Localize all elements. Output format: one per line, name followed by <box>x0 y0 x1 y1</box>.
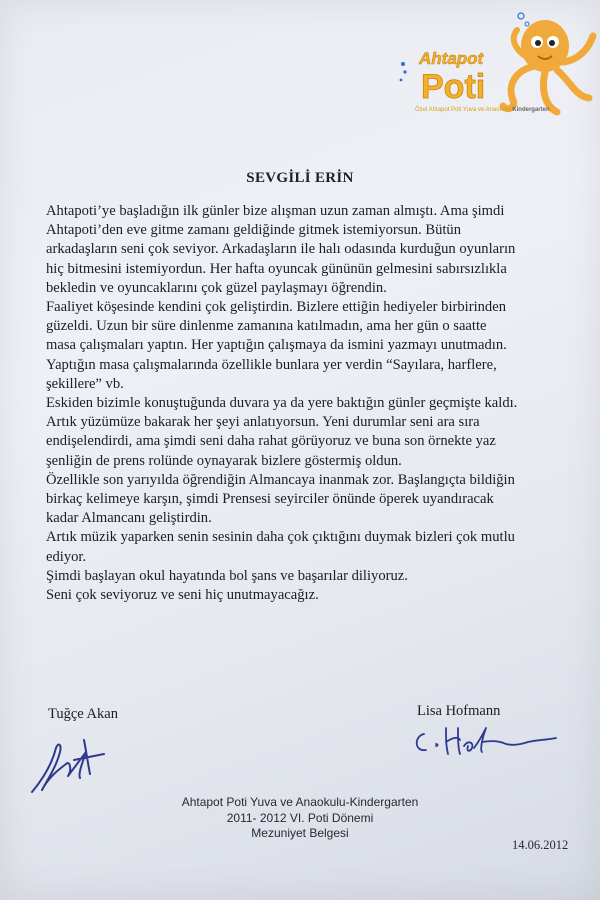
signature-right-scribble <box>410 722 560 762</box>
letter-line: masa çalışmaları yaptın. Her yaptığın çalışmaya da ismini yazmayı unutmadın. <box>46 337 507 354</box>
footer-school-name: Ahtapot Poti Yuva ve Anaokulu-Kindergarten <box>181 795 419 809</box>
letter-line: Özellikle son yarıyılda öğrendiğin Almancaya inanmak zor. Başlangıçta bildiğin <box>46 471 515 488</box>
letter-line: Şimdi başlayan okul hayatında bol şans ve başarılar diliyoruz. <box>46 567 408 584</box>
logo-subtitle <box>415 107 600 113</box>
signature-left-name: Tuğçe Akan <box>48 706 118 722</box>
letter-line: bekledin ve oyuncaklarını çok güzel paylaşmayı öğrendin. <box>46 279 387 296</box>
footer-term: 2011- 2012 VI. Poti Dönemi <box>226 810 374 825</box>
letter-line: Ahtapoti’ye başladığın ilk günler bize alışman uzun zaman almıştı. Ama şimdi <box>46 203 505 219</box>
letter-line: şenliğin de prens rolünde oynayarak bizlere göstermiş oldun. <box>46 452 402 469</box>
letter-line: ediyor. <box>46 548 87 565</box>
letter-line: Yaptığın masa çalışmalarında özellikle bunlara yer verdin “Sayılara, harflere, <box>46 356 497 373</box>
signature-right-name: Lisa Hofmann <box>417 703 501 719</box>
signature-left-scribble <box>22 730 112 800</box>
letter-line: güzeldi. Uzun bir süre dinlenme zamanına katılmadın, ama her gün o saatte <box>46 318 487 335</box>
letter-date: 14.06.2012 <box>512 838 569 852</box>
svg-text:Poti: Poti <box>421 68 486 106</box>
letter-body <box>46 202 566 605</box>
logo-kindergarten-text: Kindergarten <box>512 107 550 113</box>
letter-line: şekillere” vb. <box>46 375 124 392</box>
letter-line: birkaç kelimeye karşın, şimdi Prensesi seyirciler önünde öperek uyandıracak <box>46 491 494 508</box>
footer-document-type: Mezuniyet Belgesi <box>251 826 349 840</box>
svg-text:Ahtapot: Ahtapot <box>419 49 484 68</box>
letter-line: Faaliyet köşesinde kendini çok geliştirdin. Bizlere ettiğin hediyeler birbirinden <box>46 299 506 316</box>
letter-line: kadar Almancanı geliştirdin. <box>46 510 212 527</box>
letter-line: Artık yüzümüze bakarak her şeyi anlatıyorsun. Yeni durumlar seni ara sıra <box>46 414 480 431</box>
letter-line: Artık müzik yaparken senin sesinin daha çok çıktığını duymak bizleri çok mutlu <box>46 529 515 546</box>
letter-line: arkadaşların seni çok seviyor. Arkadaşların ile halı odasında kurduğun oyunların <box>46 241 516 258</box>
logo-subtitle-text: Özel Ahtapot Poti Yuva ve Anaokulu <box>415 107 511 113</box>
letter-line: Eskiden bizimle konuştuğunda duvara ya da yere baktığın günler geçmişte kaldı. <box>46 395 518 412</box>
letter-line: endişelendirdi, ama şimdi seni daha rahat görüyoruz ve buna son örnekte yaz <box>46 433 496 450</box>
letter-line: hiç bitmesini istemiyordun. Her hafta oyuncak gününün gelmesini sabırsızlıkla <box>46 260 507 277</box>
certificate-footer <box>150 795 450 842</box>
letter-title: SEVGİLİ ERİN <box>246 170 354 186</box>
letter-line: Ahtapoti’den eve gitme zamanı geldiğinde gitmek istemiyorsun. Bütün <box>46 222 462 239</box>
letter-line: Seni çok seviyoruz ve seni hiç unutmayacağız. <box>46 587 319 604</box>
